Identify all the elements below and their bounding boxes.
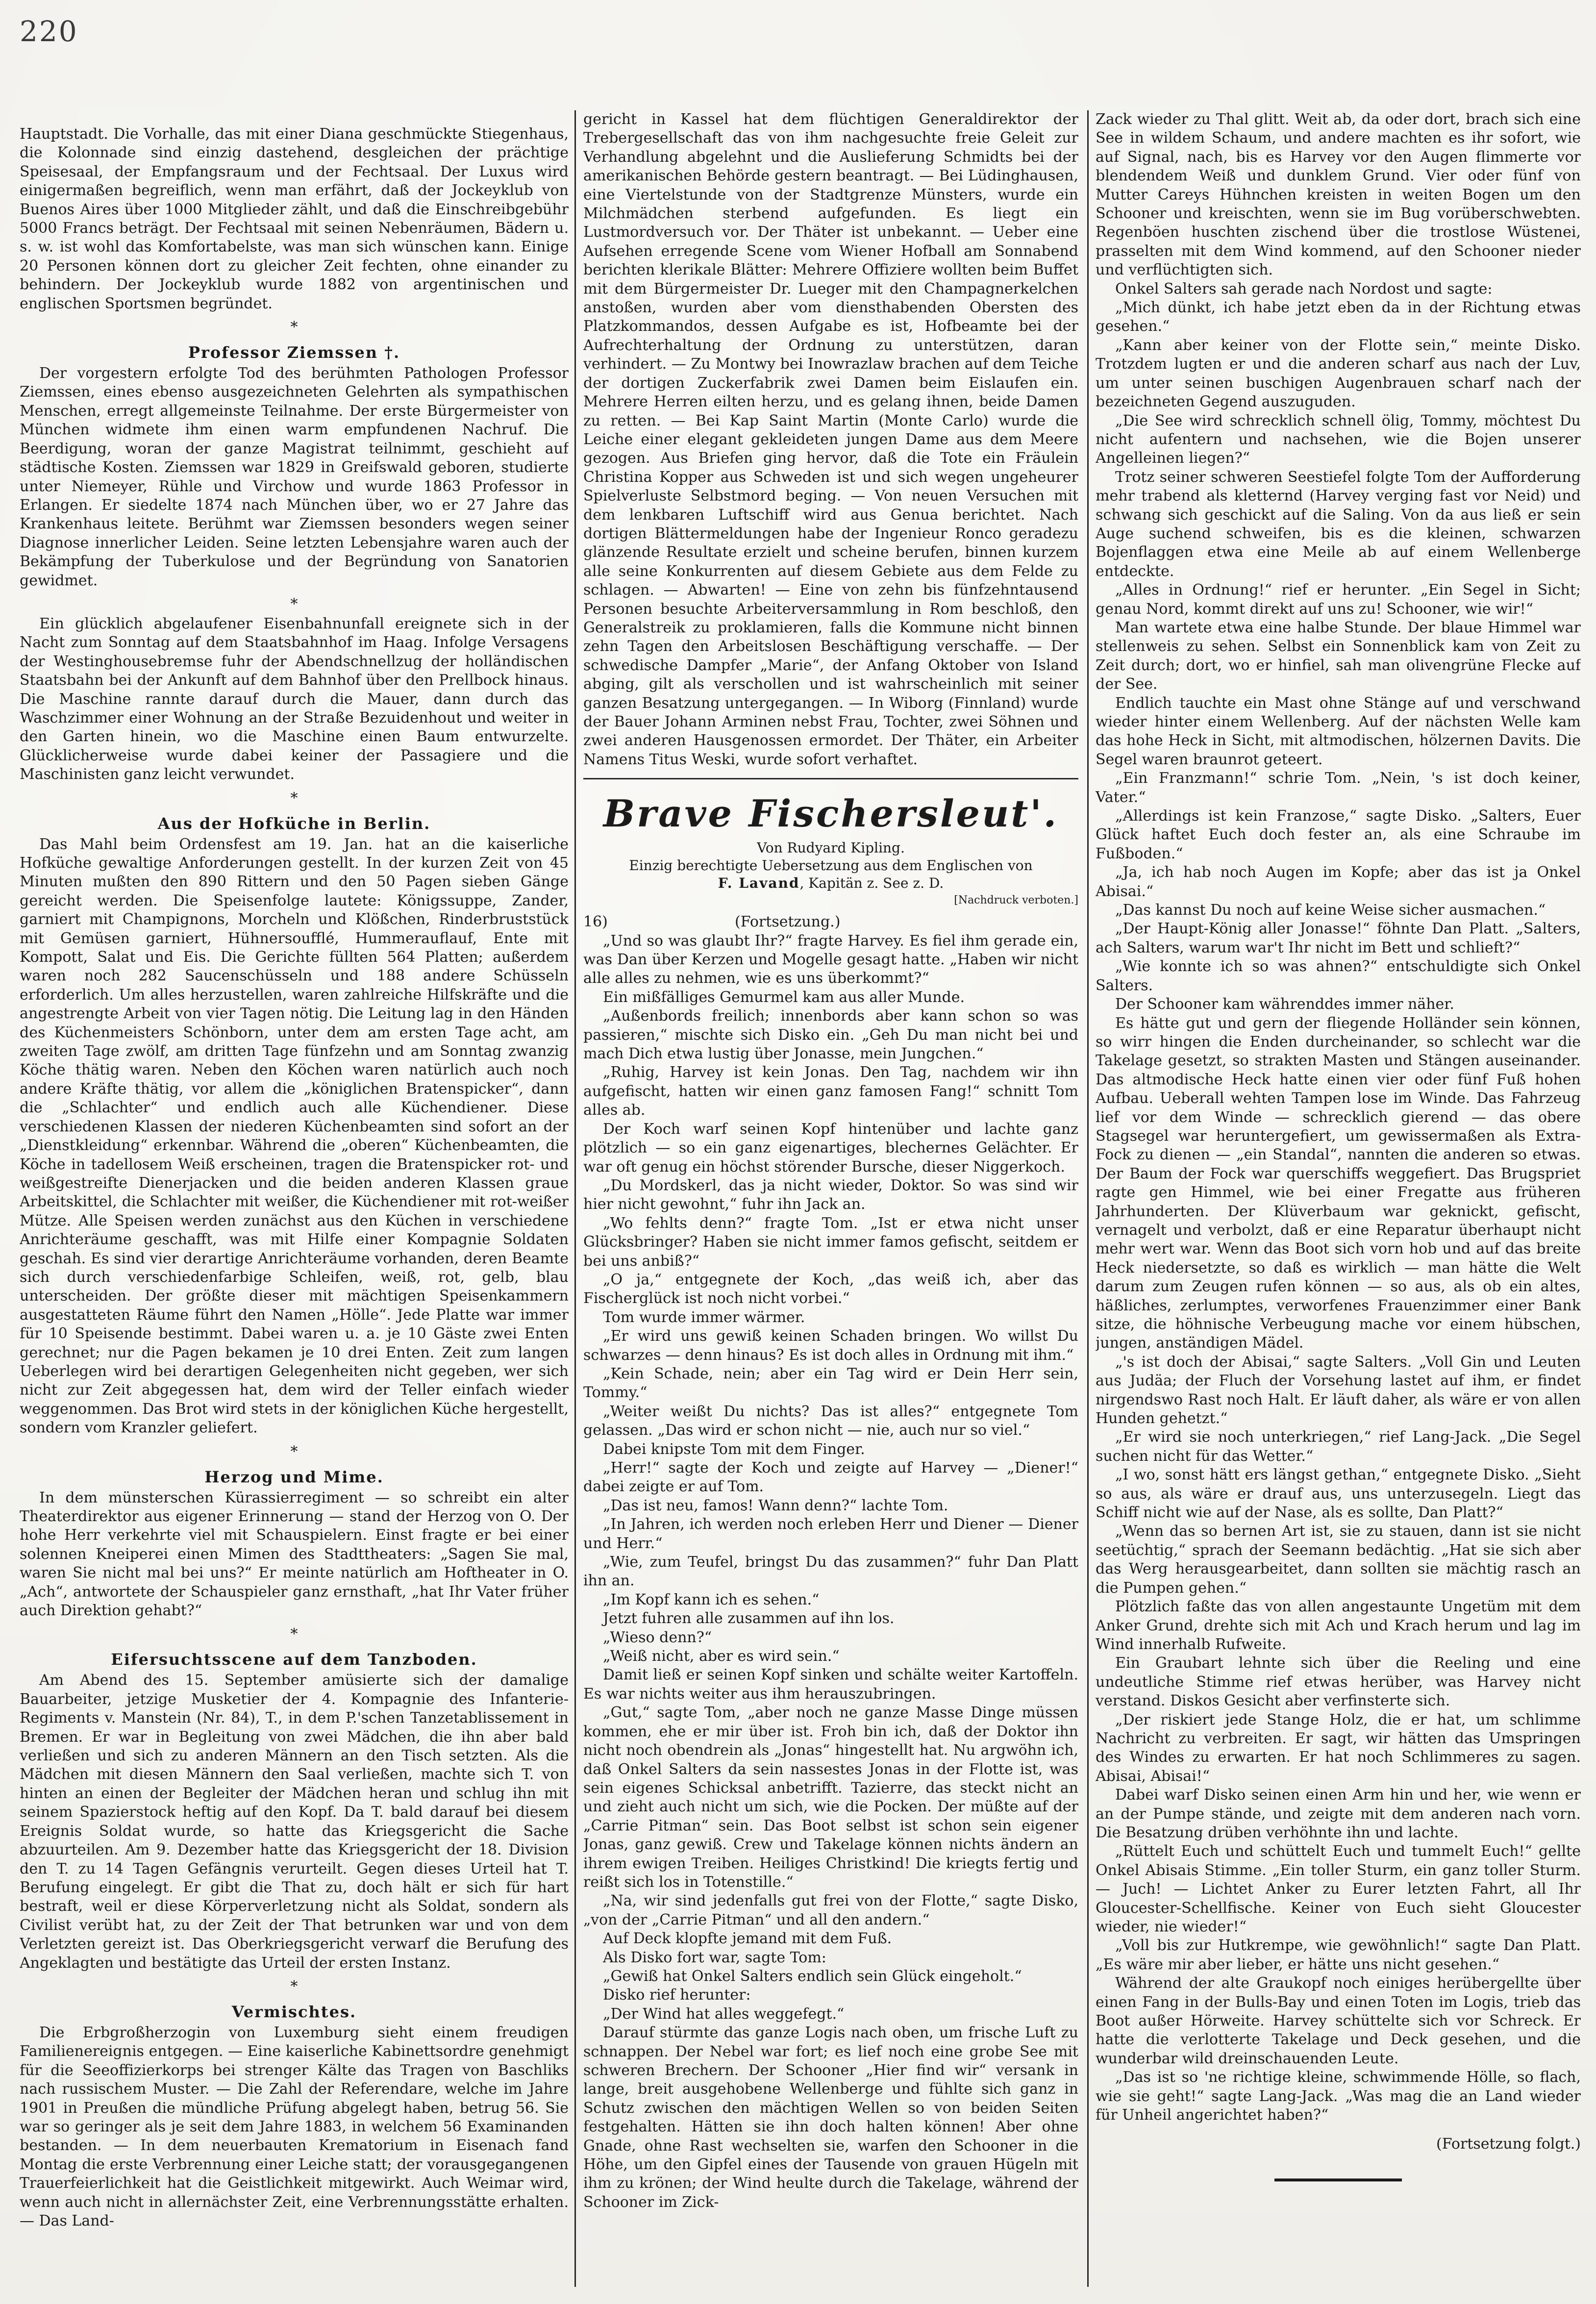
story-title: Brave Fischersleut'. [603, 792, 1059, 836]
story-paragraph: „Voll bis zur Hutkrempe, wie gewöhnlich!“ sagte Dan Platt. „Es wäre mir aber lieber, er hätte uns nicht gesehen.“ [1096, 1937, 1581, 1973]
story-paragraph: „Du Mordskerl, das ja nicht wieder, Doktor. So was sind wir hier nicht gewohnt,“ fuhr ihn Jack an. [583, 1177, 1078, 1213]
story-paragraph: „I wo, sonst hätt ers längst gethan,“ entgegnete Disko. „Sieht so aus, als wäre er drauf aus, uns unterzusegeln. Liegt das Schiff nicht wie auf der Nase, als es sollte, Dan Platt?“ [1096, 1466, 1581, 1522]
column-rule [574, 110, 576, 2287]
story-paragraph: Zack wieder zu Thal glitt. Weit ab, da oder dort, brach sich eine See in wildem Schaum, und andere machten es ihr sofort, wie auf Signal, nach, bis es Harvey vor den Augen flimmerte vor blendendem Weiß und dunklem Grund. Vier oder fünf von Mutter Careys Hühnchen kreisten in weiten Bogen um den Schooner und kreischten, wenn sie im Bug vorüberschwebten. Regenböen huschten zischend über die trostlose Wüstenei, prasselten mit dem Wind kommend, auf den Schooner nieder und verflüchtigten sich. [1096, 111, 1581, 279]
story-paragraph: Jetzt fuhren alle zusammen auf ihn los. [603, 1610, 895, 1628]
column-left [20, 125, 569, 2292]
end-rule [1274, 2179, 1402, 2181]
story-paragraph: Tom wurde immer wärmer. [603, 1308, 805, 1326]
headline-ziemssen: Professor Ziemssen †. [188, 343, 400, 362]
article-eifersucht: Am Abend des 15. September amüsierte sich der damalige Bauarbeiter, jetzige Musketier der 4. Kompagnie des Infanterie-Regiments v. Manstein (Nr. 84), T., in dem P.'schen Tanzetablissement in Bremen. Er war in Begleitung von zwei Mädchen, die ihn aber bald verließen und sich zu anderen Männern an den Tisch setzten. Als die Mädchen mit diesen Männern den Saal verließen, machte sich T. von hinten an einen der Begleiter der Mädchen heran und schlug ihn mit seinem Spazierstock heftig auf den Kopf. Da T. bald darauf bei diesem Ereignis Soldat wurde, so hatte das Kriegsgericht die Sache abzuurteilen. Am 9. Dezember hatte das Kriegsgericht der 18. Division den T. zu 14 Tagen Gefängnis verurteilt. Gegen dieses Urteil hat T. Berufung eingelegt. Er gibt die That zu, doch hält er sich für hart bestraft, weil er diese Körperverletzung nicht als Soldat, sondern als Civilist verübt hat, zu der Zeit der That betrunken war und von dem Verletzten gereizt ist. Das Oberkriegsgericht verwarf die Berufung des Angeklagten und bestätigte das Urteil der ersten Instanz. [20, 1672, 569, 1972]
headline-vermischtes: Vermischtes. [231, 2002, 357, 2021]
story-paragraph: Ein mißfälliges Gemurmel kam aus aller Munde. [603, 988, 965, 1006]
story-paragraph: Auf Deck klopfte jemand mit dem Fuß. [603, 1930, 892, 1948]
story-paragraph: „Herr!“ sagte der Koch und zeigte auf Harvey — „Diener!“ dabei zeigte er auf Tom. [583, 1459, 1078, 1496]
story-paragraph: „In Jahren, ich werden noch erleben Herr und Diener — Diener und Herr.“ [583, 1516, 1078, 1552]
story-paragraph: Onkel Salters sah gerade nach Nordost und sagte: [1115, 280, 1493, 298]
story-author: Von Rudyard Kipling. [757, 840, 905, 856]
section-divider [583, 778, 1078, 779]
story-continuation-label: (Fortsetzung.) [734, 913, 841, 931]
story-paragraph: Endlich tauchte ein Mast ohne Stänge auf und verschwand wieder hinter einem Wellenberg. Auf der nächsten Welle kam das hohe Heck in Sicht, mit altmodischen, hölzernen Davits. Die Segel waren braunrot geteert. [1096, 694, 1581, 768]
story-paragraph: „'s ist doch der Abisai,“ sagte Salters. „Voll Gin und Leuten aus Judäa; der Fluch der Vorsehung lastet auf ihm, er findet nirgendswo Rast noch Halt. Er läuft daher, als wäre er von allen Hunden gehetzt.“ [1096, 1353, 1581, 1427]
story-paragraph: „Weiter weißt Du nichts? Das ist alles?“ entgegnete Tom gelassen. „Das wird er schon nicht — nie, auch nur so viel.“ [583, 1402, 1078, 1439]
separator-asterisk: * [290, 789, 298, 807]
story-paragraph: „Na, wir sind jedenfalls gut frei von der Flotte,“ sagte Disko, „von der „Carrie Pitman“ und all den andern.“ [583, 1892, 1078, 1928]
story-paragraph: „Gewiß hat Onkel Salters endlich sein Glück eingeholt.“ [603, 1967, 1022, 1985]
story-paragraph: „Der riskiert jede Stange Holz, die er hat, um schlimme Nachricht zu verbreiten. Er sagt, wir hätten das Umspringen des Windes zu erwarten. Er hat noch Schlimmeres zu sagen. Abisai, Abisai!“ [1096, 1711, 1581, 1785]
story-paragraph: „Mich dünkt, ich habe jetzt eben da in der Richtung etwas gesehen.“ [1096, 299, 1581, 335]
story-paragraph: „Das kannst Du noch auf keine Weise sicher ausmachen.“ [1115, 902, 1546, 919]
story-paragraph: „Gut,“ sagte Tom, „aber noch ne ganze Masse Dinge müssen kommen, ehe er mir über ist. Froh bin ich, daß der Doktor ihn nicht noch obendrein als „Jonas“ hingestellt hat. Nu argwöhn ich, daß Onkel Salters da sein nassestes Jonas in der Flotte ist, was sein eigenes Schicksal anbetrifft. Tazierre, das steckt nicht an und zieht auch nicht um sich, wie die Pocken. Der müßte auf der „Carrie Pitman“ sein. Das Boot selbst ist schon sein eigener Jonas, ganz gewiß. Crew und Takelage können nichts ändern an ihrem ewigen Treiben. Heiliges Christkind! Die kriegts fertig und reißt sich los in Totenstille.“ [583, 1704, 1078, 1891]
story-paragraph: „Alles in Ordnung!“ rief er herunter. „Ein Segel in Sicht; genau Nord, kommt direkt auf uns zu! Schooner, wie wir!“ [1096, 581, 1581, 618]
story-paragraph: Der Schooner kam währenddes immer näher. [1115, 996, 1454, 1013]
separator-asterisk: * [290, 319, 298, 336]
story-part-number: 16) [583, 913, 608, 931]
story-paragraph: „Die See wird schrecklich schnell ölig, Tommy, möchtest Du nicht aufentern und nachsehen, wie die Bojen unserer Angelleinen liegen?“ [1096, 412, 1581, 467]
translator-rank: , Kapitän z. See z. D. [799, 875, 944, 892]
story-paragraph: Disko rief herunter: [603, 1986, 751, 2004]
headline-herzog-mime: Herzog und Mime. [204, 1467, 384, 1486]
continuation-notice: (Fortsetzung folgt.) [1436, 2135, 1581, 2153]
article-herzog-mime: In dem münsterschen Kürassierregiment — so schreibt ein alter Theaterdirektor aus eigener Erinnerung — stand der Herzog von O. Der hohe Herr verkehrte viel mit Schauspielern. Einst fragte er bei einer solennen Kneiperei einen Mimen des Stadttheaters: „Sagen Sie mal, waren Sie nicht mal bei uns?“ Er meinte natürlich am Hoftheater in O. „Ach“, antwortete der Schauspieler ganz ernsthaft, „hat Ihr Vater früher auch Direktion gehabt?“ [20, 1489, 569, 1620]
story-paragraph: Plötzlich faßte das von allen angestaunte Ungetüm mit dem Anker Grund, drehte sich mit Ach und Krach herum und lag im Wind innerhalb Rufweite. [1096, 1598, 1581, 1653]
story-paragraph: „Ein Franzmann!“ schrie Tom. „Nein, 's ist doch keiner, Vater.“ [1096, 770, 1581, 806]
story-paragraph: „Wo fehlts denn?“ fragte Tom. „Ist er etwa nicht unser Glücksbringer? Haben sie nicht immer famos gefischt, seitdem er bei uns anbiß?“ [583, 1214, 1078, 1270]
article-news-continued: gericht in Kassel hat dem flüchtigen Generaldirektor der Trebergesellschaft das von ihm nachgesuchte freie Geleit zur Verhandlung abgelehnt und die Auslieferung Schmidts bei der amerikanischen Behörde gestern beantragt. — Bei Lüdinghausen, eine Viertelstunde von der Stadtgrenze Münsters, wurde ein Milchmädchen sterbend aufgefunden. Es liegt ein Lustmordversuch vor. Der Thäter ist unbekannt. — Ueber eine Aufsehen erregende Scene vom Wiener Hofball am Sonnabend berichten klerikale Blätter: Mehrere Offiziere wollten beim Buffet mit dem Bürgermeister Dr. Lueger mit den Champagnerkelchen anstoßen, wurden aber vom diensthabenden Obersten des Platzkommandos, dessen Aufgabe es ist, Hofbeamte bei der Aufrechterhaltung der Ordnung zu unterstützen, daran verhindert. — Zu Montwy bei Inowrazlaw brachen auf dem Teiche der dortigen Zuckerfabrik zwei Damen beim Eislaufen ein. Mehrere Herren eilten herzu, und es gelang ihnen, beide Damen zu retten. — Bei Kap Saint Martin (Monte Carlo) wurde die Leiche einer elegant gekleideten jungen Dame aus dem Meere gezogen. Aus Briefen ging hervor, daß die Tote ein Fräulein Christina Kopper aus Schweden ist und sich wegen ungeheurer Spielverluste Selbstmord beging. — Von neuen Versuchen mit dem lenkbaren Luftschiff wird aus Genua berichtet. Nach dortigen Blättermeldungen habe der Ingenieur Ronco geradezu glänzende Resultate erzielt und scheine berufen, binnen kurzem alle seine Konkurrenten auf diesem Gebiete aus dem Felde zu schlagen. — Abwarten! — Eine von zehn bis fünfzehntausend Personen besuchte Arbeiterversammlung in Rom beschloß, den Generalstreik zu proklamieren, falls die Kommune nicht binnen zehn Tagen den Arbeitslosen Beschäftigung verschaffe. — Der schwedische Dampfer „Marie“, der Anfang Oktober von Island abging, gilt als verschollen und ist wahrscheinlich mit seiner ganzen Besatzung untergegangen. — In Wiborg (Finnland) wurde der Bauer Johann Arminen nebst Frau, Tochter, zwei Söhnen und zwei anderen Hausgenossen ermordet. Der Thäter, ein Arbeiter Namens Titus Weski, wurde sofort verhaftet. [583, 111, 1078, 768]
story-paragraph: Als Disko fort war, sagte Tom: [603, 1949, 826, 1966]
article-eisenbahnunfall: Ein glücklich abgelaufener Eisenbahnunfall ereignete sich in der Nacht zum Sonntag auf dem Staatsbahnhof im Haag. Infolge Versagens der Westinghousebremse fuhr der Abendschnellzug der holländischen Staatsbahn bei der Ankunft auf dem Bahnhof über den Prellbock hinaus. Die Maschine rannte darauf durch die Mauer, dann durch das Waschzimmer einer Wohnung an der Straße Bezuidenhout und weiter in den Garten hinein, wo die Maschine einen Baum entwurzelte. Glücklicherweise wurde dabei keiner der Passagiere und die Maschinisten ganz leicht verwundet. [20, 615, 569, 783]
separator-asterisk: * [290, 1443, 298, 1460]
story-paragraph: „Allerdings ist kein Franzose,“ sagte Disko. „Salters, Euer Glück haftet Euch doch fester an, als eine Schraube im Fußboden.“ [1096, 807, 1581, 862]
story-paragraph: „Und so was glaubt Ihr?“ fragte Harvey. Es fiel ihm gerade ein, was Dan über Kerzen und Mogelle gesagt hatte. „Haben wir nicht alle alles zu nehmen, wie es uns überkommt?“ [583, 932, 1078, 987]
translator-name: F. Lavand [718, 875, 800, 892]
story-paragraph: „Wenn das so bernen Art ist, sie zu stauen, dann ist sie nicht seetüchtig,“ sprach der Seemann bedächtig. „Hat sie sich aber das Werg herausgearbeitet, dann sollten sie mächtig rasch an die Pumpen gehen.“ [1096, 1523, 1581, 1597]
story-part-line [583, 913, 1078, 931]
story-paragraph: Man wartete etwa eine halbe Stunde. Der blaue Himmel war stellenweis zu sehen. Selbst ein Sonnenblick kam von Zeit zu Zeit durch; dort, wo er hinfiel, sah man olivengrüne Flecke auf der See. [1096, 619, 1581, 693]
story-paragraph: „Das ist neu, famos! Wann denn?“ lachte Tom. [603, 1497, 948, 1514]
story-paragraph: „Kann aber keiner von der Flotte sein,“ meinte Disko. Trotzdem lugten er und die anderen scharf aus nach der Luv, um unter seinen buschigen Augenbrauen scharf nach der bezeichneten Gegend auszuguden. [1096, 336, 1581, 411]
story-paragraph: Es hätte gut und gern der fliegende Holländer sein können, so wirr hingen die Enden durcheinander, so schlecht war die Takelage gesetzt, so strakten Masten und Stängen auseinander. Das altmodische Heck hatte einen vier oder fünf Fuß hohen Aufbau. Ueberall wehten Tampen lose im Winde. Das Fahrzeug lief vor dem Winde — schrecklich gierend — das obere Stagsegel war heruntergefiert, um gewissermaßen als Extra-Fock zu dienen — „ein Standal“, nannten die anderen so etwas. Der Baum der Fock war querschiffs weggefiert. Das Brugspriet ragte gen Himmel, wie bei einer Fregatte aus früheren Jahrhunderten. Der Klüverbaum war geknickt, gefischt, vernagelt und verbolzt, daß er eine Reparatur überhaupt nicht mehr wert war. Wenn das Boot sich vorn hob und auf das breite Heck niedersetzte, so daß es wirklich — man hätte die Welt darum zum Zeugen rufen können — so aus, als ob ein altes, häßliches, zerlumptes, verworfenes Frauenzimmer einer Bank sitze, die höhnische Verbeugung mache vor einem hübschen, jungen, anständigen Mädel. [1096, 1014, 1581, 1352]
column-right [1096, 110, 1581, 2277]
story-paragraph: Trotz seiner schweren Seestiefel folgte Tom der Aufforderung mehr trabend als kletternd (Harvey verging fast vor Neid) und schwang sich geschickt auf die Saling. Von da aus ließ er sein Auge suchend schweifen, bis es die kleinen, schwarzen Bojenflaggen etwa eine Meile ab auf einem Wellenberge entdeckte. [1096, 468, 1581, 580]
separator-asterisk: * [290, 595, 298, 613]
story-paragraph: Der Koch warf seinen Kopf hintenüber und lachte ganz plötzlich — so ein ganz eigenartiges, blechernes Gelächter. Er war oft genug ein höchst störender Bursche, dieser Niggerkoch. [583, 1120, 1078, 1176]
story-paragraph: „Ruhig, Harvey ist kein Jonas. Den Tag, nachdem wir ihn aufgefischt, hatten wir einen ganz famosen Fang!“ schnitt Tom alles ab. [583, 1064, 1078, 1119]
story-paragraph: „Der Haupt-König aller Jonasse!“ föhnte Dan Platt. „Salters, ach Salters, warum war't Ihr nicht im Bett und schlieft?“ [1096, 920, 1581, 956]
headline-eifersucht: Eifersuchtsscene auf dem Tanzboden. [111, 1650, 477, 1669]
story-paragraph: „Im Kopf kann ich es sehen.“ [603, 1591, 820, 1608]
story-paragraph: „Wie, zum Teufel, bringst Du das zusammen?“ fuhr Dan Platt ihn an. [583, 1553, 1078, 1590]
story-paragraph: Während der alte Graukopf noch einiges herübergellte über einen Fang in der Bulls-Bay und einen Toten im Logis, trieb das Boot außer Hörweite. Harvey schüttelte sich vor Schreck. Er hatte die verlotterte Takelage und Deck gesehen, und die wunderbar wild dreinschauenden Leute. [1096, 1975, 1581, 2067]
story-paragraph: „Er wird uns gewiß keinen Schaden bringen. Wo willst Du schwarzes — denn hinaus? Es ist doch alles in Ordnung mit ihm.“ [583, 1327, 1078, 1364]
story-paragraph: „Weiß nicht, aber es wird sein.“ [603, 1648, 840, 1665]
story-paragraph: Ein Graubart lehnte sich über die Reeling und eine undeutliche Stimme rief etwas herüber, was Harvey nicht verstand. Diskos Gesicht aber verfinsterte sich. [1096, 1654, 1581, 1710]
story-paragraph: „Das ist so 'ne richtige kleine, schwimmende Hölle, so flach, wie sie geht!“ sagte Lang-Jack. „Was mag die an Land wieder für Unheil angerichtet haben?“ [1096, 2069, 1581, 2124]
story-paragraph: Darauf stürmte das ganze Logis nach oben, um frische Luft zu schnappen. Der Nebel war fort; es lief noch eine grobe See mit schweren Brechern. Der Schooner „Hier find wir“ versank in lange, breit ausgehobene Wellenberge und fühlte sich ganz in Schutz zwischen den mächtigen Wellen so von beiden Seiten festgehalten. Hätten sie ihn doch halten können! Aber ohne Gnade, ohne Rast wechselten sie, warfen den Schooner in die Höhe, um den Gipfel eines der Tausende von grauen Hügeln mit ihm zu krönen; der Wind heulte durch die Takelage, während der Schooner im Zick- [583, 2024, 1078, 2211]
column-rule [1087, 110, 1089, 2287]
story-paragraph: „Er wird sie noch unterkriegen,“ rief Lang-Jack. „Die Segel suchen nicht für das Wetter.“ [1096, 1428, 1581, 1465]
story-paragraph: Dabei warf Disko seinen einen Arm hin und her, wie wenn er an der Pumpe stände, und zeigte mit dem anderen nach vorn. Die Besatzung drüben verhöhnte ihn und lachte. [1096, 1786, 1581, 1841]
story-paragraph: Dabei knipste Tom mit dem Finger. [603, 1440, 865, 1458]
story-paragraph: „Ja, ich hab noch Augen im Kopfe; aber das ist ja Onkel Abisai.“ [1096, 864, 1581, 900]
article-ziemssen: Der vorgestern erfolgte Tod des berühmten Pathologen Professor Ziemssen, eines ebenso ausgezeichneten Gelehrten als sympathischen Menschen, erregt allgemeinste Teilnahme. Der erste Bürgermeister von München widmete ihm einen warm empfundenen Nachruf. Die Beerdigung, woran der ganze Magistrat teilnimmt, geschieht auf städtische Kosten. Ziemssen war 1829 in Greifswald geboren, studierte unter Niemeyer, Rühle und Virchow und wurde 1863 Professor in Erlangen. Er siedelte 1874 nach München über, wo er 27 Jahre das Krankenhaus leitete. Berühmt war Ziemssen besonders wegen seiner Diagnose innerlicher Leiden. Seine letzten Lebensjahre waren auch der Bekämpfung der Tuberkulose und der Begründung von Sanatorien gewidmet. [20, 365, 569, 589]
story-paragraph: „O ja,“ entgegnete der Koch, „das weiß ich, aber das Fischerglück ist noch nicht vorbei.“ [583, 1271, 1078, 1307]
article-vermischtes: Die Erbgroßherzogin von Luxemburg sieht einem freudigen Familienereignis entgegen. — Eine kaiserliche Kabinettsordre genehmigt für die Seeoffizierkorps bei strenger Kälte das Tragen von Baschliks nach russischem Muster. — Die Zahl der Referendare, welche im Jahre 1901 in Preußen die mündliche Prüfung abgelegt haben, betrug 56. Sie war so geringer als je seit dem Jahre 1883, in welchem 56 Examinanden bestanden. — In dem neuerbauten Krematorium in Eisenach fand Montag die erste Verbrennung einer Leiche statt; der vorausgegangenen Trauerfeierlichkeit hat die Geistlichkeit mitgewirkt. Auch Weimar wird, wenn auch nicht in allernächster Zeit, eine Verbrennungsstätte erhalten. — Das Land- [20, 2024, 569, 2229]
column-middle [583, 110, 1078, 2277]
story-paragraph: Damit ließ er seinen Kopf sinken und schälte weiter Kartoffeln. Es war nichts weiter aus ihm herauszubringen. [583, 1666, 1078, 1703]
story-paragraph: „Kein Schade, nein; aber ein Tag wird er Dein Herr sein, Tommy.“ [583, 1365, 1078, 1402]
story-paragraph: „Außenbords freilich; innenbords aber kann schon so was passieren,“ mischte sich Disko ein. „Geh Du man nicht bei und mach Dich etwa lustig über Jonasse, mein Jungchen.“ [583, 1007, 1078, 1063]
headline-hofkueche: Aus der Hofküche in Berlin. [157, 814, 431, 833]
story-paragraph: „Wieso denn?“ [603, 1628, 712, 1646]
reprint-notice: [Nachdruck verboten.] [954, 894, 1078, 907]
story-paragraph: „Rüttelt Euch und schüttelt Euch und tummelt Euch!“ gellte Onkel Abisais Stimme. „Ein toller Sturm, ein ganz toller Sturm. — Juch! — Lichtet Anker zu Eurer letzten Fahrt, all Ihr Gloucester-Schellfische. Keiner von Euch sieht Gloucester wieder, nie wieder!“ [1096, 1843, 1581, 1935]
story-paragraph: „Wie konnte ich so was ahnen?“ entschuldigte sich Onkel Salters. [1096, 958, 1581, 994]
page-number: 220 [20, 15, 78, 48]
translation-note-text: Einzig berechtigte Uebersetzung aus dem Englischen von [629, 857, 1033, 874]
article-hofkueche: Das Mahl beim Ordensfest am 19. Jan. hat an die kaiserliche Hofküche gewaltige Anforderungen gestellt. In der kurzen Zeit von 45 Minuten mußten den 890 Rittern und den 50 Pagen sieben Gänge gereicht werden. Die Speisenfolge lautete: Königssuppe, Zander, garniert mit Champignons, Morcheln und Klößchen, Rinderbruststück mit Gemüsen garniert, Hühnersoufflé, Hummerauflauf, Ente mit Kompott, Salat und Eis. Die Gerichte füllten 564 Platten; außerdem waren noch 282 Saucenschüsseln und 188 andere Schüsseln erforderlich. Um alles herzustellen, waren zahlreiche Hilfskräfte und die angestrengte Arbeit von vier Tagen nötig. Die Leitung lag in den Händen des Küchenmeisters Schönborn, unter dem am ersten Tage acht, am zweiten Tage zwölf, am dritten Tage fünfzehn und am Sonntag zwanzig Köche thätig waren. Neben den Köchen waren natürlich auch noch andere Kräfte thätig, vor allem die „königlichen Bratenspicker“, dann die „Schlachter“ und endlich auch alle Küchendiener. Diese verschiedenen Klassen der niederen Küchenbeamten sind sofort an der „Dienstkleidung“ erkennbar. Während die „oberen“ Küchenbeamten, die Köche in tadellosem Weiß erscheinen, tragen die Bratenspicker rot- und weißgestreifte Dienerjacken und die beiden anderen Klassen graue Arbeitskittel, die Schlachter mit weißer, die Küchendiener mit rot-weißer Mütze. Alle Speisen werden zunächst aus den Küchen in verschiedene Anrichteräume geschafft, was mit Hilfe einer Kompagnie Soldaten geschah. Es sind vier derartige Anrichteräume vorhanden, deren Beamte sich durch verschiedenfarbige Schleifen, weiß, rot, gelb, blau unterscheiden. Der größte dieser mit mächtigen Speisenkammern ausgestatteten Räume führt den Namen „Hölle“. Jede Platte war immer für 10 Speisende bestimmt. Dabei waren u. a. je 10 Gäste zwei Enten gerechnet; nur die Pagen bekamen je 10 drei Enten. Zeit zum langen Ueberlegen wird bei derartigen Gelegenheiten nicht gegeben, wer sich nicht zur Zeit abgegessen hat, dem wird der Teller einfach wieder weggenommen. Das Brot wird stets in der königlichen Küche hergestellt, sondern vom Kranzler geliefert. [20, 835, 569, 1437]
article-jockeyklub-end: Hauptstadt. Die Vorhalle, das mit einer Diana geschmückte Stiegenhaus, die Kolonnade sind einzig dastehend, desgleichen der prächtige Speisesaal, der Empfangsraum und der Fechtsaal. Der Luxus wird einigermaßen begreiflich, wenn man erfährt, daß der Jockeyklub von Buenos Aires über 1000 Mitglieder zählt, und daß die Einschreibgebühr 5000 Francs beträgt. Der Fechtsaal mit seinen Nebenräumen, Bädern u. s. w. ist wohl das Komfortabelste, was man sich wünschen kann. Einige 20 Personen können dort zu gleicher Zeit fechten, ohne einander zu behindern. Der Jockeyklub wurde 1882 von argentinischen und englischen Sportsmen begründet. [20, 125, 569, 312]
separator-asterisk: * [290, 1978, 298, 1995]
story-translation-note [583, 857, 1078, 892]
story-paragraph: „Der Wind hat alles weggefegt.“ [603, 2005, 845, 2023]
separator-asterisk: * [290, 1626, 298, 1643]
